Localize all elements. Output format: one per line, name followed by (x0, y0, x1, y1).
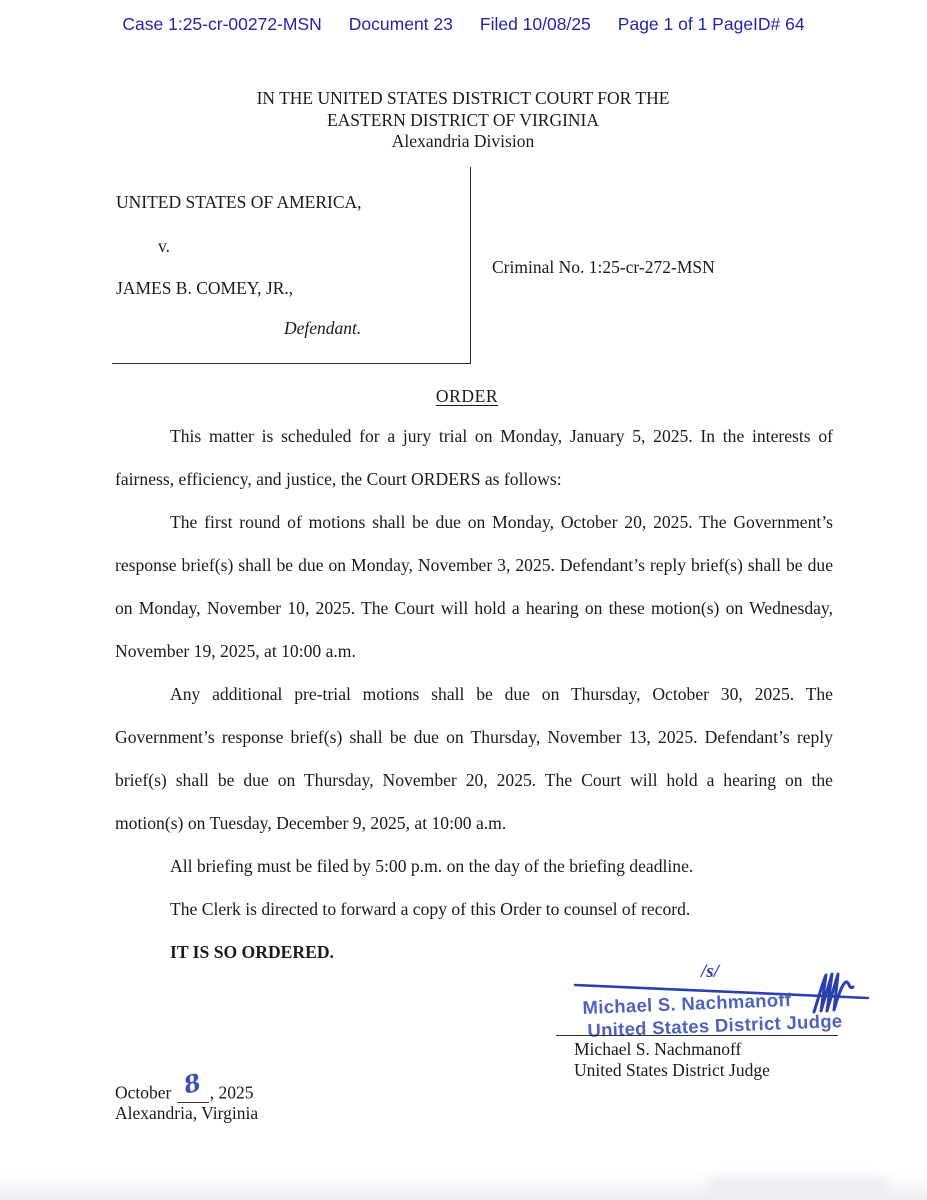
caption-defendant-name: JAMES B. COMEY, JR., (116, 278, 294, 298)
stamp-judge-name: Michael S. Nachmanoff (582, 988, 792, 1019)
order-paragraph-3: Any additional pre-trial motions shall be due on Thursday, October 30, 2025. The Government’s response brief(s) shall be due on Thursday, November 13, 2025. Defendant’s reply brief(s) shall be due on Thursday, November 20, 2025. The Court will hold a hearing on the motion(s) on Tuesday, December 9, 2025, at 10:00 a.m. (115, 684, 833, 833)
typed-judge-title: United States District Judge (574, 1059, 770, 1080)
date-month: October (115, 1082, 172, 1103)
caption-versus: v. (158, 236, 170, 256)
court-heading-line3: Alexandria Division (391, 131, 535, 151)
handwritten-day: 8 (180, 1067, 204, 1100)
court-heading-line1: IN THE UNITED STATES DISTRICT COURT FOR THE (256, 88, 670, 108)
electronic-signature-slash: /s/ (701, 961, 719, 982)
caption-plaintiff: UNITED STATES OF AMERICA, (116, 192, 362, 212)
order-title: ORDER (435, 386, 499, 406)
court-heading (104, 88, 822, 153)
ecf-document-number: Document 23 (348, 14, 453, 34)
typed-signature-block (574, 1039, 770, 1080)
order-paragraph-4: All briefing must be filed by 5:00 p.m. on the day of the briefing deadline. (170, 856, 694, 876)
caption-defendant-label: Defendant. (284, 318, 362, 338)
order-paragraph-2: The first round of motions shall be due on Monday, October 20, 2025. The Government’s response brief(s) shall be due on Monday, November 3, 2025. Defendant’s reply brief(s) shall be due on Monday, November 10, 2025. The Court will hold a hearing on these motion(s) on Wednesday, November 19, 2025, at 10:00 a.m. (115, 512, 833, 661)
ecf-filed-date: Filed 10/08/25 (479, 14, 591, 34)
ecf-header (0, 14, 927, 35)
judge-signature-stamp (582, 986, 843, 1042)
order-paragraph-1: This matter is scheduled for a jury trial on Monday, January 5, 2025. In the interests of fairness, efficiency, and justice, the Court ORDERS as follows: (115, 426, 833, 489)
date-year: , 2025 (209, 1082, 254, 1103)
signature-line (556, 1035, 838, 1036)
order-paragraph-5: The Clerk is directed to forward a copy of this Order to counsel of record. (170, 899, 691, 919)
place-line: Alexandria, Virginia (115, 1103, 259, 1123)
scan-noise-smudge (707, 1176, 887, 1192)
stamp-judge-title: United States District Judge (587, 1010, 843, 1041)
order-body (115, 415, 833, 974)
criminal-case-number: Criminal No. 1:25-cr-272-MSN (492, 257, 715, 277)
typed-judge-name: Michael S. Nachmanoff (574, 1039, 742, 1059)
ecf-page-info: Page 1 of 1 PageID# 64 (617, 14, 805, 34)
date-day-blank (177, 1067, 209, 1103)
case-caption-box (112, 167, 471, 364)
ecf-case-number: Case 1:25-cr-00272-MSN (122, 14, 322, 34)
so-ordered-line: IT IS SO ORDERED. (170, 942, 334, 962)
date-line (115, 1067, 258, 1103)
date-block (115, 1067, 259, 1124)
court-heading-line2: EASTERN DISTRICT OF VIRGINIA (326, 109, 600, 130)
